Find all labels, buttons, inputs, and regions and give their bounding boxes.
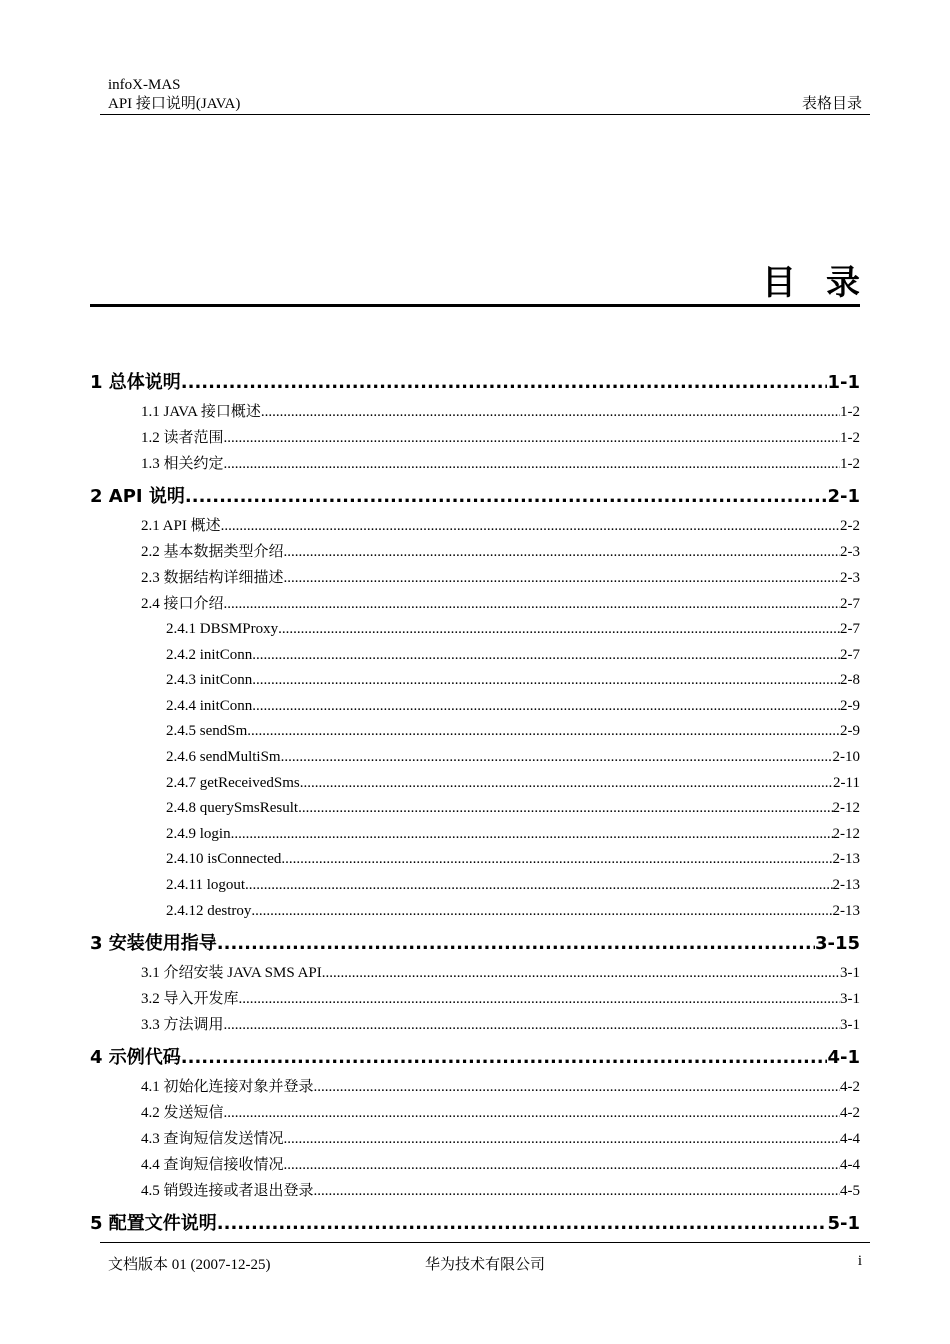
- toc-entry-page: 2-7: [840, 646, 860, 663]
- toc-entry-page: 2-12: [832, 800, 860, 817]
- toc-dot-leader: [231, 822, 833, 848]
- toc-dot-leader: [185, 480, 828, 513]
- toc-entry[interactable]: [90, 617, 860, 643]
- toc-dot-leader: [239, 986, 840, 1012]
- toc-dot-leader: [224, 425, 840, 451]
- toc-dot-leader: [224, 591, 840, 617]
- toc-entry-page: 2-10: [832, 748, 860, 765]
- toc-dot-leader: [281, 847, 832, 873]
- toc-entry[interactable]: [90, 1178, 860, 1204]
- toc-dot-leader: [322, 960, 840, 986]
- toc-entry-text: 1.2 读者范围: [141, 430, 224, 446]
- toc-dot-leader: [284, 1152, 840, 1178]
- toc-entry-text: 2.4.11 logout: [166, 876, 246, 893]
- toc-dot-leader: [300, 771, 833, 797]
- toc-entry[interactable]: [90, 1126, 860, 1152]
- toc-entry-page: 2-13: [832, 876, 860, 893]
- toc-entry[interactable]: [90, 873, 860, 899]
- toc-entry-page: 3-1: [840, 1017, 860, 1034]
- toc-dot-leader: [224, 451, 840, 477]
- toc-entry-page: 1-2: [840, 430, 860, 446]
- footer-page-number: i: [857, 1253, 862, 1269]
- toc-entry-page: 4-5: [840, 1183, 860, 1200]
- toc-entry[interactable]: [90, 847, 860, 873]
- toc-entry[interactable]: [90, 1100, 860, 1126]
- toc-dot-leader: [284, 1126, 840, 1152]
- toc-entry[interactable]: [90, 1152, 860, 1178]
- toc-entry-text: 3.2 导入开发库: [141, 991, 239, 1008]
- toc-entry-page: 2-1: [827, 486, 860, 507]
- toc-entry-page: 2-9: [840, 697, 860, 714]
- toc-entry-text: 3 安装使用指导: [90, 933, 217, 955]
- toc-entry[interactable]: [90, 1074, 860, 1100]
- toc-entry[interactable]: [90, 366, 860, 399]
- toc-entry-page: 4-1: [827, 1047, 860, 1069]
- toc-entry-page: 1-2: [840, 456, 860, 472]
- toc-entry-page: 2-13: [832, 902, 860, 919]
- footer-version: 文档版本 01 (2007-12-25): [108, 1257, 271, 1273]
- toc-entry-text: 2.4 接口介绍: [141, 596, 224, 612]
- toc-entry[interactable]: [90, 719, 860, 745]
- toc-entry-text: 2 API 说明: [90, 486, 185, 507]
- toc-entry-page: 1-1: [827, 372, 860, 393]
- toc-entry-text: 2.4.6 sendMultiSm: [166, 748, 281, 765]
- toc-entry[interactable]: [90, 899, 860, 925]
- toc-entry-page: 2-2: [840, 518, 860, 534]
- toc-entry-text: 2.4.7 getReceivedSms: [166, 774, 300, 791]
- header-section: 表格目录: [801, 96, 862, 112]
- toc-entry-text: 1 总体说明: [90, 372, 181, 393]
- toc-dot-leader: [284, 565, 840, 591]
- toc-entry[interactable]: [90, 451, 860, 477]
- toc-entry-page: 2-3: [840, 544, 860, 560]
- toc-entry-text: 5 配置文件说明: [90, 1213, 217, 1235]
- toc-entry[interactable]: [90, 643, 860, 669]
- toc-entry[interactable]: [90, 771, 860, 797]
- toc-dot-leader: [261, 399, 840, 425]
- toc-dot-leader: [278, 617, 840, 643]
- toc-entry-text: 2.4.2 initConn: [166, 646, 253, 663]
- toc-dot-leader: [245, 873, 832, 899]
- toc-entry-page: 3-15: [814, 933, 860, 955]
- toc-entry[interactable]: [90, 1041, 860, 1074]
- toc-entry[interactable]: [90, 668, 860, 694]
- toc-entry[interactable]: [90, 822, 860, 848]
- toc-entry-text: 2.4.8 querySmsResult: [166, 800, 299, 817]
- toc-entry[interactable]: [90, 399, 860, 425]
- toc-entry[interactable]: [90, 1012, 860, 1038]
- toc-dot-leader: [314, 1178, 840, 1204]
- toc-entry-page: 4-2: [840, 1079, 860, 1096]
- toc-dot-leader: [298, 796, 832, 822]
- toc-entry-text: 4.2 发送短信: [141, 1105, 224, 1122]
- toc-entry[interactable]: [90, 927, 860, 960]
- toc-entry-page: 1-2: [840, 404, 860, 420]
- toc-entry-text: 2.4.10 isConnected: [166, 851, 282, 868]
- toc-dot-leader: [314, 1074, 840, 1100]
- toc-entry-text: 2.2 基本数据类型介绍: [141, 544, 284, 560]
- toc-entry-page: 4-4: [840, 1131, 860, 1148]
- toc-dot-leader: [224, 1012, 840, 1038]
- toc-entry-page: 2-9: [840, 723, 860, 740]
- table-of-contents: [90, 366, 860, 1240]
- toc-dot-leader: [247, 719, 840, 745]
- toc-entry[interactable]: [90, 565, 860, 591]
- header-product: infoX-MAS: [108, 77, 181, 93]
- toc-entry[interactable]: [90, 986, 860, 1012]
- toc-dot-leader: [251, 899, 832, 925]
- toc-entry-page: 3-1: [840, 991, 860, 1008]
- toc-entry-text: 2.4.12 destroy: [166, 902, 252, 919]
- toc-entry-page: 5-1: [827, 1213, 860, 1235]
- toc-entry-page: 2-11: [833, 774, 860, 791]
- toc-entry[interactable]: [90, 539, 860, 565]
- toc-entry-text: 2.4.9 login: [166, 825, 231, 842]
- toc-dot-leader: [217, 927, 815, 960]
- toc-entry-text: 3.1 介绍安装 JAVA SMS API: [141, 965, 322, 982]
- toc-entry-text: 4.1 初始化连接对象并登录: [141, 1079, 314, 1096]
- toc-entry[interactable]: [90, 960, 860, 986]
- toc-dot-leader: [224, 1100, 840, 1126]
- toc-entry[interactable]: [90, 1207, 860, 1240]
- toc-entry-page: 2-13: [832, 851, 860, 868]
- toc-dot-leader: [217, 1207, 828, 1240]
- page-header: [100, 76, 870, 115]
- toc-entry-text: 2.1 API 概述: [141, 518, 221, 534]
- toc-dot-leader: [181, 366, 828, 399]
- toc-dot-leader: [252, 694, 840, 720]
- toc-dot-leader: [221, 513, 840, 539]
- toc-entry-page: 2-7: [840, 596, 860, 612]
- toc-entry-text: 4.3 查询短信发送情况: [141, 1131, 284, 1148]
- toc-entry-text: 2.4.3 initConn: [166, 672, 253, 689]
- toc-entry-page: 4-2: [840, 1105, 860, 1122]
- toc-entry[interactable]: [90, 591, 860, 617]
- toc-entry[interactable]: [90, 480, 860, 513]
- toc-title: 目录: [762, 263, 890, 303]
- toc-dot-leader: [252, 668, 840, 694]
- footer-company: 华为技术有限公司: [424, 1257, 545, 1273]
- toc-dot-leader: [284, 539, 840, 565]
- toc-entry-page: 4-4: [840, 1157, 860, 1174]
- toc-entry-text: 4.5 销毁连接或者退出登录: [141, 1183, 314, 1200]
- toc-entry-text: 4 示例代码: [90, 1047, 181, 1069]
- toc-entry[interactable]: [90, 796, 860, 822]
- toc-entry[interactable]: [90, 694, 860, 720]
- toc-entry-text: 3.3 方法调用: [141, 1017, 224, 1034]
- page-footer: [100, 1242, 870, 1283]
- toc-entry-text: 2.3 数据结构详细描述: [141, 570, 284, 586]
- toc-dot-leader: [281, 745, 833, 771]
- toc-entry-page: 3-1: [840, 965, 860, 982]
- toc-entry[interactable]: [90, 513, 860, 539]
- toc-entry-page: 2-12: [832, 825, 860, 842]
- toc-entry-text: 1.3 相关约定: [141, 456, 224, 472]
- toc-entry-text: 4.4 查询短信接收情况: [141, 1157, 284, 1174]
- toc-entry[interactable]: [90, 745, 860, 771]
- toc-entry-text: 2.4.1 DBSMProxy: [166, 621, 279, 637]
- toc-entry-page: 2-3: [840, 570, 860, 586]
- header-doc-name: API 接口说明(JAVA): [108, 96, 241, 112]
- toc-entry-page: 2-8: [840, 672, 860, 689]
- toc-entry[interactable]: [90, 425, 860, 451]
- toc-entry-text: 1.1 JAVA 接口概述: [141, 404, 261, 420]
- toc-dot-leader: [181, 1041, 828, 1074]
- toc-entry-text: 2.4.4 initConn: [166, 697, 253, 714]
- toc-title-rule: [90, 262, 890, 307]
- toc-entry-text: 2.4.5 sendSm: [166, 723, 248, 740]
- toc-dot-leader: [252, 643, 840, 669]
- toc-entry-page: 2-7: [840, 621, 860, 637]
